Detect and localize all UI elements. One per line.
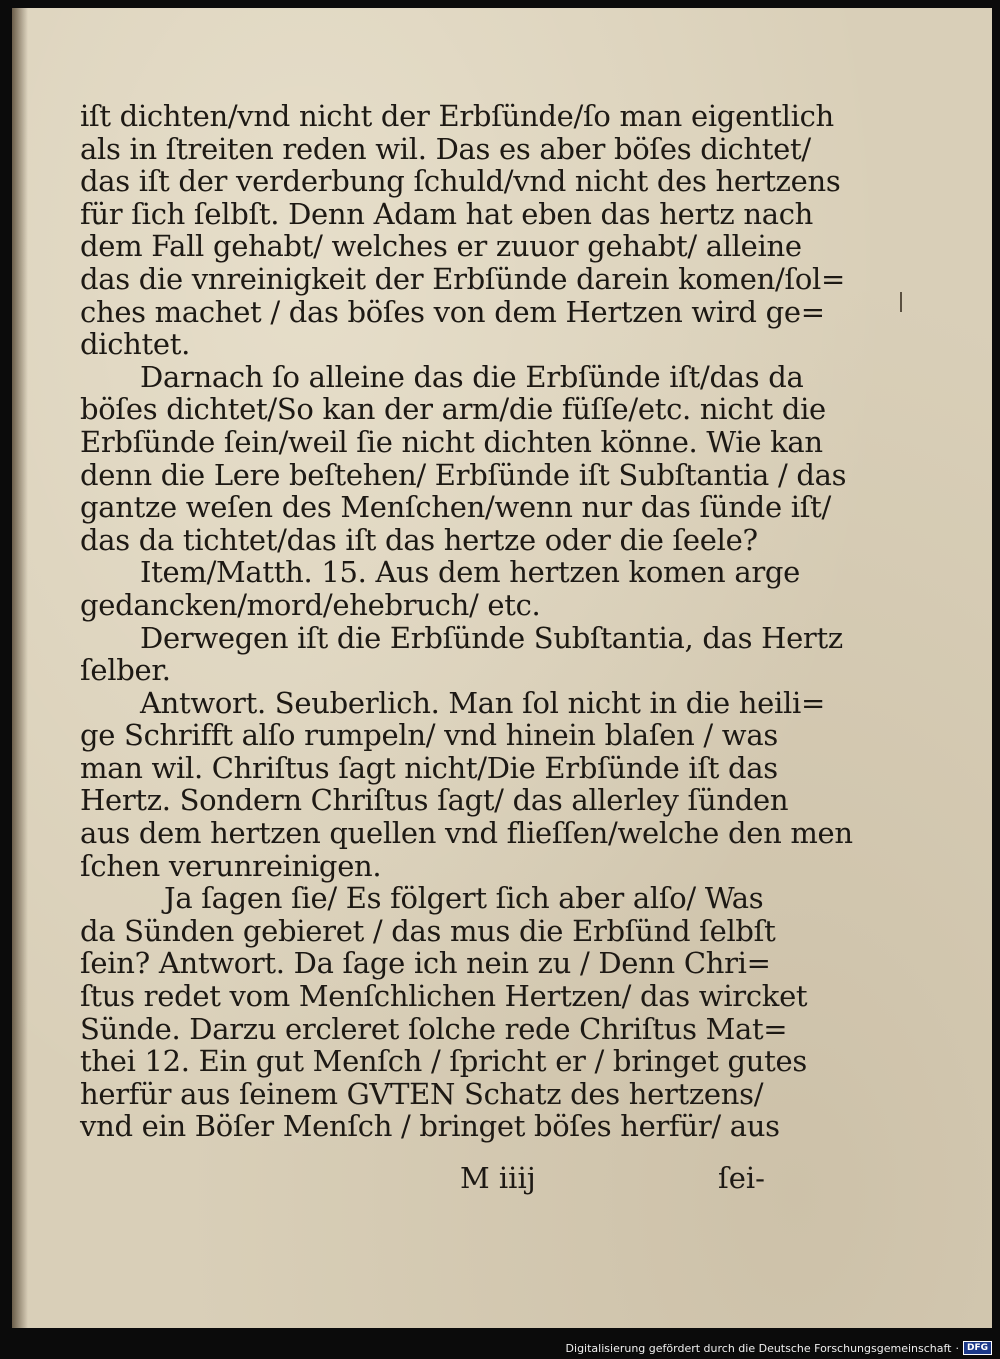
text-line: herfür aus ſeinem GVTEN Schatz des hertzens/ <box>80 1076 764 1111</box>
text-line: Sünde. Darzu ercleret ſolche rede Chriſtus Mat= <box>80 1011 788 1046</box>
text-line: das die vnreinigkeit der Erbſünde darein komen/ſol= <box>80 261 846 296</box>
separator: · <box>955 1341 959 1355</box>
text-line: Item/Matth. 15. Aus dem hertzen komen arge <box>140 555 801 590</box>
text-line: ches machet / das böſes von dem Hertzen wird ge= <box>80 294 825 329</box>
page-gutter <box>12 8 28 1328</box>
signature-mark: M iiij <box>460 1161 536 1195</box>
text-line: man wil. Chriſtus ſagt nicht/Die Erbſünde iſt das <box>80 750 778 785</box>
text-line: gedancken/mord/ehebruch/ etc. <box>80 587 541 622</box>
text-line: gantze weſen des Menſchen/wenn nur das ſünde iſt/ <box>80 490 831 525</box>
text-line: ge Schrifft alſo rumpeln/ vnd hinein blaſen / was <box>80 718 778 753</box>
text-line: Derwegen iſt die Erbſünde Subſtantia, das Hertz <box>140 620 843 655</box>
text-line: Ja ſagen ſie/ Es fölgert ſich aber alſo/ Was <box>164 881 764 916</box>
text-line: für ſich ſelbſt. Denn Adam hat eben das hertz nach <box>80 196 814 231</box>
dfg-logo-icon: DFG <box>963 1341 992 1355</box>
text-line: thei 12. Ein gut Menſch / ſpricht er / bringet gutes <box>80 1044 807 1079</box>
text-line: ſein? Antwort. Da ſage ich nein zu / Denn Chri= <box>80 946 771 981</box>
text-line: Darnach ſo alleine das die Erbſünde iſt/das da <box>140 359 804 394</box>
text-line: ſtus redet vom Menſchlichen Hertzen/ das wircket <box>80 979 808 1014</box>
text-line: ſelber. <box>80 653 171 688</box>
text-line: iſt dichten/vnd nicht der Erbſünde/ſo man eigentlich <box>80 99 834 133</box>
text-line: Antwort. Seuberlich. Man ſol nicht in die heili= <box>140 685 825 720</box>
catchword: ſei- <box>718 1161 765 1195</box>
text-line: denn die Lere beſtehen/ Erbſünde iſt Subſtantia / das <box>80 457 847 492</box>
body-text <box>80 99 853 1144</box>
text-line: vnd ein Böſer Menſch / bringet böſes herfür/ aus <box>80 1109 780 1144</box>
text-line: das da tichtet/das iſt das hertze oder die ſeele? <box>80 522 758 557</box>
text-line: dem Fall gehabt/ welches er zuuor gehabt/ alleine <box>80 229 802 264</box>
margin-mark <box>900 292 902 312</box>
text-line: da Sünden gebieret / das mus die Erbſünd ſelbſt <box>80 913 776 948</box>
footer-credit <box>566 1341 992 1355</box>
text-line: Hertz. Sondern Chriſtus ſagt/ das allerley ſünden <box>80 783 789 818</box>
book-page <box>12 8 992 1328</box>
text-line: Erbſünde ſein/weil ſie nicht dichten könne. Wie kan <box>80 424 823 459</box>
text-line: dichtet. <box>80 327 191 362</box>
text-line: böſes dichtet/So kan der arm/die füſſe/etc. nicht die <box>80 392 826 427</box>
text-line: ſchen verunreinigen. <box>80 848 382 883</box>
text-line: als in ſtreiten reden wil. Das es aber böſes dichtet/ <box>80 131 811 166</box>
footer-credit-text: Digitalisierung gefördert durch die Deutsche Forschungsgemeinschaft <box>565 1341 952 1355</box>
text-line: aus dem hertzen quellen vnd flieſſen/welche den men <box>80 816 853 851</box>
text-line: das iſt der verderbung ſchuld/vnd nicht des hertzens <box>80 164 841 199</box>
